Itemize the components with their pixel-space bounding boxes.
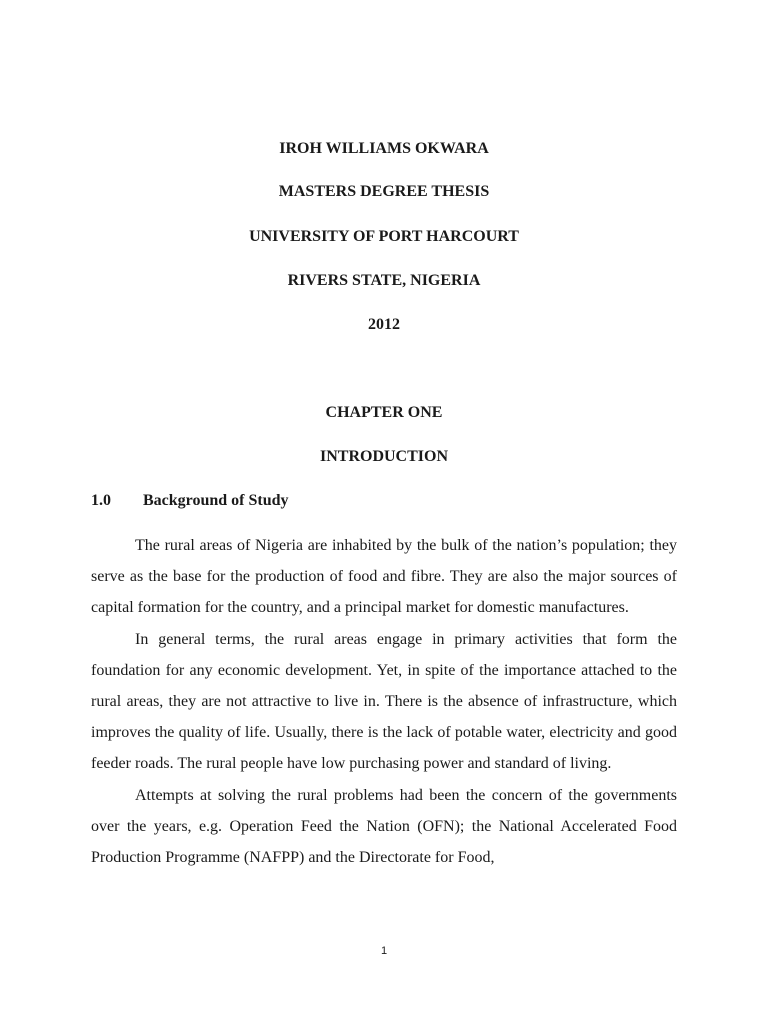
section-heading (91, 491, 289, 511)
section-title: Background of Study (143, 492, 289, 509)
author-name: IROH WILLIAMS OKWARA (279, 140, 489, 157)
paragraph: In general terms, the rural areas engage in primary activities that form the foundation for any economic development. Yet, in spite of the importance attached to the rural areas, they are not attractive to live in. There is the absence of infrastructure, which improves the quality of life. Usually, there is the lack of potable water, electricity and good feeder roads. The rural people have low purchasing power and standard of living. (91, 630, 677, 773)
section-number: 1.0 (91, 492, 111, 509)
chapter-label: CHAPTER ONE (325, 404, 443, 421)
year-text: 2012 (368, 316, 400, 333)
paragraph: The rural areas of Nigeria are inhabited by the bulk of the nation’s population; they serve as the base for the production of food and fibre. They are also the major sources of capital formation for the country, and a principal market for domestic manufactures. (91, 537, 677, 617)
paragraph: Attempts at solving the rural problems had been the concern of the governments over the years, e.g. Operation Feed the Nation (OFN); the National Accelerated Food Production Programme (NAFPP) and the Directorate for Food, (91, 786, 677, 867)
degree-title: MASTERS DEGREE THESIS (278, 183, 490, 200)
body-text (91, 530, 677, 873)
chapter-title: INTRODUCTION (319, 448, 448, 465)
location-text: RIVERS STATE, NIGERIA (287, 272, 481, 289)
institution-name: UNIVERSITY OF PORT HARCOURT (249, 228, 519, 245)
page-number: 1 (380, 945, 388, 957)
